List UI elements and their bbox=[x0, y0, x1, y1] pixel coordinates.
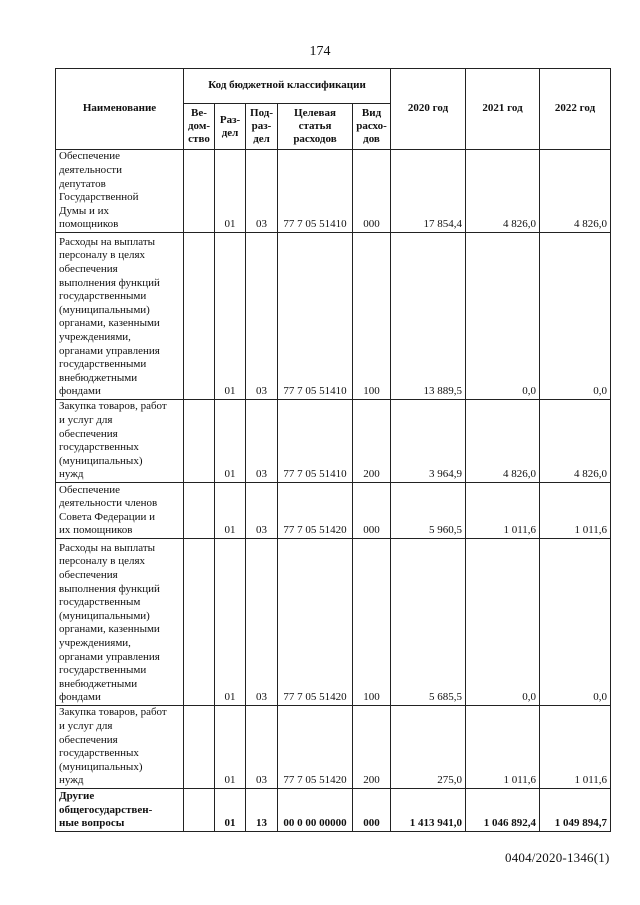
row-vedomstvo bbox=[184, 483, 215, 539]
row-vedomstvo bbox=[184, 233, 215, 400]
row-2022: 0,0 bbox=[540, 233, 611, 400]
row-2020: 1 413 941,0 bbox=[391, 789, 466, 832]
header-celevaya-statya: Целевая статья расходов bbox=[278, 104, 353, 150]
budget-table bbox=[55, 68, 611, 832]
row-vid-rashodov: 100 bbox=[353, 233, 391, 400]
row-celevaya-statya: 77 7 05 51410 bbox=[278, 233, 353, 400]
row-celevaya-statya: 77 7 05 51420 bbox=[278, 483, 353, 539]
row-podrazdel: 03 bbox=[246, 706, 278, 789]
row-2022: 4 826,0 bbox=[540, 150, 611, 233]
row-2021: 4 826,0 bbox=[466, 150, 540, 233]
row-celevaya-statya: 77 7 05 51410 bbox=[278, 400, 353, 483]
row-celevaya-statya: 77 7 05 51410 bbox=[278, 150, 353, 233]
row-2021: 0,0 bbox=[466, 539, 540, 706]
row-vedomstvo bbox=[184, 789, 215, 832]
header-2021: 2021 год bbox=[466, 69, 540, 150]
page-number: 174 bbox=[309, 44, 331, 59]
row-razdel: 01 bbox=[215, 706, 246, 789]
table-row bbox=[56, 150, 611, 233]
table-row bbox=[56, 233, 611, 400]
header-classification-group: Код бюджетной классификации bbox=[184, 69, 391, 104]
row-podrazdel: 03 bbox=[246, 400, 278, 483]
row-2022: 0,0 bbox=[540, 539, 611, 706]
row-2020: 5 960,5 bbox=[391, 483, 466, 539]
row-2021: 0,0 bbox=[466, 233, 540, 400]
row-2022: 1 011,6 bbox=[540, 706, 611, 789]
row-2022: 1 049 894,7 bbox=[540, 789, 611, 832]
header-2022: 2022 год bbox=[540, 69, 611, 150]
row-name: Обеспечение деятельности депутатов Государственной Думы и их помощников bbox=[56, 150, 184, 233]
row-vid-rashodov: 100 bbox=[353, 539, 391, 706]
row-name: Закупка товаров, работ и услуг для обеспечения государственных (муниципальных) нужд bbox=[56, 400, 184, 483]
row-vid-rashodov: 000 bbox=[353, 483, 391, 539]
row-podrazdel: 03 bbox=[246, 539, 278, 706]
row-2022: 1 011,6 bbox=[540, 483, 611, 539]
header-name: Наименование bbox=[56, 69, 184, 150]
row-2020: 3 964,9 bbox=[391, 400, 466, 483]
row-podrazdel: 03 bbox=[246, 483, 278, 539]
row-vid-rashodov: 200 bbox=[353, 706, 391, 789]
row-podrazdel: 03 bbox=[246, 150, 278, 233]
header-razdel: Раз- дел bbox=[215, 104, 246, 150]
row-vedomstvo bbox=[184, 400, 215, 483]
row-vedomstvo bbox=[184, 539, 215, 706]
row-celevaya-statya: 00 0 00 00000 bbox=[278, 789, 353, 832]
table-row bbox=[56, 706, 611, 789]
row-vedomstvo bbox=[184, 706, 215, 789]
row-vid-rashodov: 000 bbox=[353, 150, 391, 233]
row-2021: 1 046 892,4 bbox=[466, 789, 540, 832]
row-celevaya-statya: 77 7 05 51420 bbox=[278, 539, 353, 706]
table-row bbox=[56, 539, 611, 706]
row-razdel: 01 bbox=[215, 400, 246, 483]
row-podrazdel: 03 bbox=[246, 233, 278, 400]
row-2020: 17 854,4 bbox=[391, 150, 466, 233]
header-podrazdel: Под- раз- дел bbox=[246, 104, 278, 150]
row-razdel: 01 bbox=[215, 539, 246, 706]
table-row bbox=[56, 483, 611, 539]
header-2020: 2020 год bbox=[391, 69, 466, 150]
row-2020: 275,0 bbox=[391, 706, 466, 789]
row-name: Закупка товаров, работ и услуг для обеспечения государственных (муниципальных) нужд bbox=[56, 706, 184, 789]
row-2021: 4 826,0 bbox=[466, 400, 540, 483]
header-vid-rashodov: Вид расхо- дов bbox=[353, 104, 391, 150]
table-row bbox=[56, 789, 611, 832]
row-vid-rashodov: 200 bbox=[353, 400, 391, 483]
row-razdel: 01 bbox=[215, 150, 246, 233]
row-razdel: 01 bbox=[215, 789, 246, 832]
row-podrazdel: 13 bbox=[246, 789, 278, 832]
row-2021: 1 011,6 bbox=[466, 706, 540, 789]
row-2021: 1 011,6 bbox=[466, 483, 540, 539]
row-name: Другие общегосударствен- ные вопросы bbox=[56, 789, 184, 832]
row-razdel: 01 bbox=[215, 483, 246, 539]
row-vedomstvo bbox=[184, 150, 215, 233]
row-vid-rashodov: 000 bbox=[353, 789, 391, 832]
row-name: Обеспечение деятельности членов Совета Федерации и их помощников bbox=[56, 483, 184, 539]
document-code: 0404/2020-1346(1) bbox=[505, 850, 610, 865]
row-name: Расходы на выплаты персоналу в целях обеспечения выполнения функций государственным (муниципальными) органами, казенными учреждениями, органами управления государственными внебюджетными фондами bbox=[56, 539, 184, 706]
row-name: Расходы на выплаты персоналу в целях обеспечения выполнения функций государственными (муниципальными) органами, казенными учреждениями, органами управления государственными внебюджетными фондами bbox=[56, 233, 184, 400]
row-celevaya-statya: 77 7 05 51420 bbox=[278, 706, 353, 789]
row-razdel: 01 bbox=[215, 233, 246, 400]
row-2022: 4 826,0 bbox=[540, 400, 611, 483]
table-row bbox=[56, 400, 611, 483]
row-2020: 13 889,5 bbox=[391, 233, 466, 400]
header-vedomstvo: Ве- дом- ство bbox=[184, 104, 215, 150]
row-2020: 5 685,5 bbox=[391, 539, 466, 706]
